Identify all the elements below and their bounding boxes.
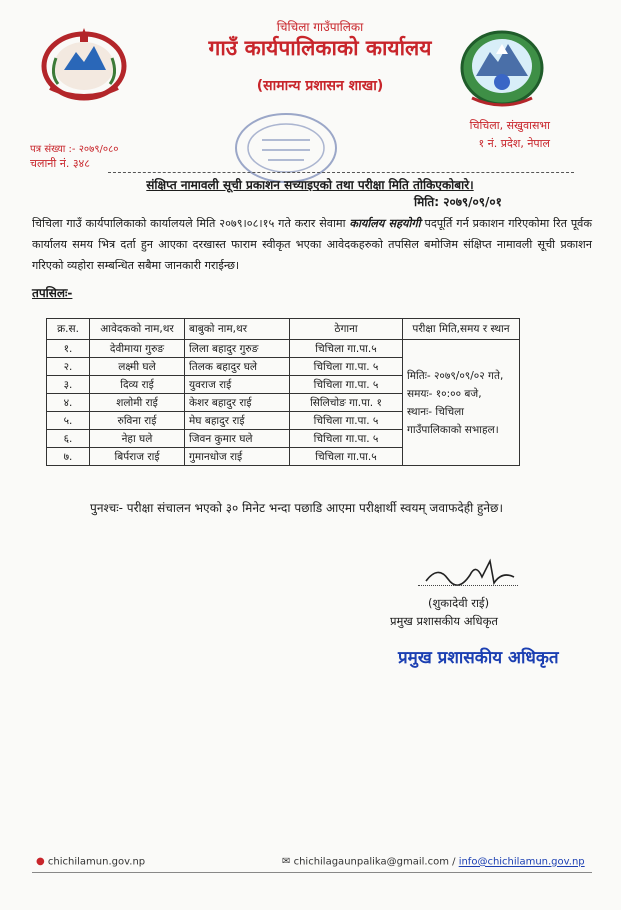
- body-text-1: चिचिला गाउँ कार्यपालिकाको कार्यालयले मिति २०७९।०८।१५ गते करार सेवामा: [32, 217, 350, 230]
- col-header-address: ठेगाना: [290, 319, 403, 340]
- cell-father: युवराज राई: [185, 376, 290, 394]
- cell-father: तिलक बहादुर घले: [185, 358, 290, 376]
- exam-venue-detail: गाउँपालिकाको सभाहल।: [407, 423, 499, 436]
- cell-sn: ६.: [47, 430, 90, 448]
- office-title: गाउँ कार्यपालिकाको कार्यालय: [208, 36, 432, 60]
- address-line-2: १ नं. प्रदेश, नेपाल: [478, 137, 550, 150]
- cell-father: जिवन कुमार घले: [185, 430, 290, 448]
- website-text: chichilamun.gov.np: [47, 856, 146, 868]
- signatory-title: प्रमुख प्रशासकीय अधिकृत: [390, 614, 498, 628]
- footer-website[interactable]: [36, 856, 145, 868]
- nepal-emblem-icon: [36, 18, 132, 102]
- cell-applicant: बिर्पराज राई: [90, 448, 185, 466]
- cell-address: चिचिला गा.पा. ५: [290, 430, 403, 448]
- signature-icon: [420, 557, 520, 593]
- address-line-1: चिचिला, संखुवासभा: [469, 119, 550, 132]
- cell-address: चिचिला गा.पा.५: [290, 448, 403, 466]
- applicant-table: [46, 318, 520, 466]
- cell-address: चिचिला गा.पा. ५: [290, 376, 403, 394]
- col-header-applicant: आवेदकको नाम,थर: [90, 319, 185, 340]
- cell-applicant: दिव्य राई: [90, 376, 185, 394]
- branch-name: (सामान्य प्रशासन शाखा): [256, 78, 384, 94]
- letter-body: [32, 213, 592, 276]
- cell-applicant: शलोमी राई: [90, 394, 185, 412]
- municipality-logo-icon: [452, 22, 552, 110]
- cell-sn: ७.: [47, 448, 90, 466]
- envelope-icon: ✉: [282, 856, 291, 867]
- cell-sn: ५.: [47, 412, 90, 430]
- details-label: तपसिलः-: [32, 286, 73, 300]
- cell-sn: ३.: [47, 376, 90, 394]
- cell-applicant: रुविना राई: [90, 412, 185, 430]
- cell-address: चिचिला गा.पा. ५: [290, 412, 403, 430]
- col-header-sn: क्र.स.: [47, 319, 90, 340]
- cell-father: गुमानधोज राई: [185, 448, 290, 466]
- municipality-name: चिचिला गाउँपालिका: [276, 20, 364, 34]
- dispatch-number: चलानी नं. ३४८: [30, 157, 91, 170]
- email-link[interactable]: info@chichilamun.gov.np: [458, 856, 585, 868]
- letter-subject: संक्षिप्त नामावली सूची प्रकाशन सच्याइएको तथा परीक्षा मिति तोकिएकोबारे।: [146, 178, 474, 192]
- table-header-row: [47, 319, 520, 340]
- table-row: [47, 340, 520, 358]
- body-emphasis: कार्यालय सहयोगी: [349, 217, 421, 230]
- cell-sn: ४.: [47, 394, 90, 412]
- exam-info-cell: [403, 340, 520, 466]
- footer-divider: [32, 872, 592, 873]
- designation-stamp: प्रमुख प्रशासकीय अधिकृत: [398, 648, 559, 668]
- cell-applicant: देवीमाया गुरुङ: [90, 340, 185, 358]
- divider: [108, 172, 574, 173]
- exam-time: समयः- १०:०० बजे,: [407, 387, 482, 400]
- exam-venue: स्थानः- चिचिला: [407, 405, 464, 418]
- col-header-father: बाबुको नाम,थर: [185, 319, 290, 340]
- cell-applicant: लक्ष्मी घले: [90, 358, 185, 376]
- cell-sn: २.: [47, 358, 90, 376]
- letter-date: मिति: २०७९/०९/०१: [414, 195, 502, 209]
- letter-number: पत्र संख्या :- २०७९/०८०: [30, 144, 119, 155]
- col-header-exam: परीक्षा मिति,समय र स्थान: [403, 319, 520, 340]
- cell-father: केशर बहादुर राई: [185, 394, 290, 412]
- cell-address: सिलिचोङ गा.पा. १: [290, 394, 403, 412]
- signature-line: [418, 585, 518, 586]
- body-text-2: पदपूर्ति गर्न प्रकाशन गरिएकोमा रित पूर्वक कार्यालय समय भित्र दर्ता हुन आएका दरखास्त फाराम स्वीकृत भएका आवेदकहरुको तपसिल बमोजिम संक्षिप्त नामावली सूची प्रकाशन गरिएको व्यहोरा सम्बन्धित सबैमा जानकारी गराईन्छ।: [32, 217, 592, 272]
- cell-address: चिचिला गा.पा. ५: [290, 358, 403, 376]
- cell-father: लिला बहादुर गुरुङ: [185, 340, 290, 358]
- globe-icon: ●: [36, 856, 45, 867]
- office-stamp-icon: [232, 110, 340, 186]
- cell-father: मेघ बहादुर राई: [185, 412, 290, 430]
- cell-sn: १.: [47, 340, 90, 358]
- cell-applicant: नेहा घले: [90, 430, 185, 448]
- signatory-name: (शुकादेवी राई): [428, 596, 490, 610]
- footer-email[interactable]: [282, 856, 585, 868]
- exam-date: मितिः- २०७९/०९/०२ गते,: [407, 369, 504, 382]
- cell-address: चिचिला गा.पा.५: [290, 340, 403, 358]
- postscript-note: पुनश्चः- परीक्षा संचालन भएको ३० मिनेट भन्दा पछाडि आएमा परीक्षार्थी स्वयम् जवाफदेही हुनेछ।: [90, 501, 504, 515]
- email-text-1: chichilagaunpalika@gmail.com /: [293, 856, 456, 868]
